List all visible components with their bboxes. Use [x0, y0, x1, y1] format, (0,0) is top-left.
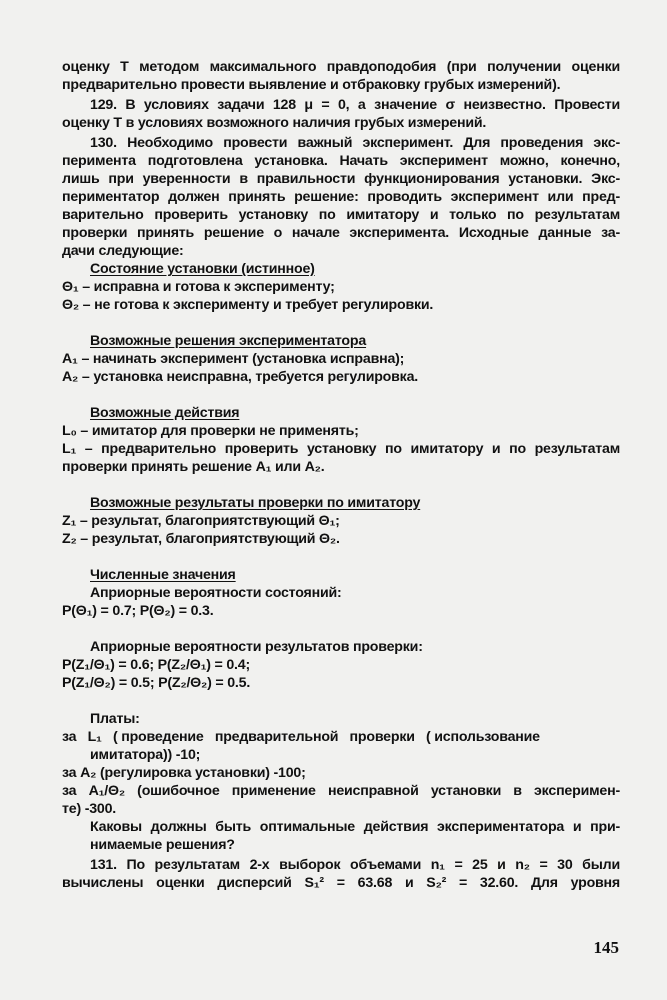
text-line: лишь при уверенности в правильности функционирования установки. Экс- [62, 171, 620, 187]
text-line: перимента подготовлена установка. Начать эксперимент можно, конечно, [62, 153, 620, 169]
text-line: Z₂ – результат, благоприятствующий Θ₂. [62, 531, 340, 547]
text-line: P(Z₁/Θ₂) = 0.5; P(Z₂/Θ₂) = 0.5. [62, 675, 251, 691]
text-line: за L₁ ( проведение предварительной проверки ( использование [62, 729, 540, 745]
text-line: проверки принять решение о начале эксперимента. Исходные данные за- [62, 225, 620, 241]
text-line: P(Θ₁) = 0.7; P(Θ₂) = 0.3. [62, 603, 214, 619]
text-line: A₁ – начинать эксперимент (установка исправна); [62, 351, 405, 367]
text-line: вычислены оценки дисперсий S₁² = 63.68 и S₂² = 32.60. Для уровня [62, 875, 620, 891]
text-line: По результатам 2-х выборок объемами n₁ = 25 и n₂ = 30 были [126, 857, 620, 873]
page-number: 145 [593, 938, 619, 957]
text-line: за A₂ (регулировка установки) -100; [62, 765, 306, 781]
text-line: В условиях задачи 128 μ = 0, а значение σ неизвестно. Провести [125, 97, 620, 113]
text-line: варительно проверить установку по имитатору и только по результатам [62, 207, 620, 223]
text-line: предварительно провести выявление и отбраковку грубых измерений). [62, 77, 561, 93]
text-line: L₁ – предварительно проверить установку по имитатору и по результатам [62, 441, 620, 457]
text-line: Каковы должны быть оптимальные действия экспериментатора и при- [90, 819, 620, 835]
section-heading-state: Состояние установки (истинное) [90, 261, 315, 277]
text-line: L₀ – имитатор для проверки не применять; [62, 423, 359, 439]
section-heading-numeric: Численные значения [90, 567, 236, 583]
problem-130-line [90, 134, 620, 152]
section-heading-decisions: Возможные решения экспериментатора [90, 333, 367, 349]
section-heading-results: Возможные результаты проверки по имитатору [90, 495, 421, 511]
text-line: Платы: [90, 711, 140, 727]
text-line: Z₁ – результат, благоприятствующий Θ₁; [62, 513, 340, 529]
text-line: оценку Т методом максимального правдоподобия (при получении оценки [62, 59, 620, 75]
text-line: Θ₁ – исправна и готова к эксперименту; [62, 279, 335, 295]
text-line: за A₁/Θ₂ (ошибочное применение неисправной установки в эксперимен- [62, 783, 620, 799]
problem-129-line [90, 96, 620, 114]
text-line: имитатора)) -10; [90, 747, 201, 763]
text-line: Априорные вероятности результатов проверки: [90, 639, 423, 655]
problem-number-130: 130. [90, 135, 117, 151]
text-line: P(Z₁/Θ₁) = 0.6; P(Z₂/Θ₁) = 0.4; [62, 657, 250, 673]
text-line: оценку Т в условиях возможного наличия грубых измерений. [62, 115, 487, 131]
text-line: периментатор должен принять решение: проводить эксперимент или пред- [62, 189, 620, 205]
text-line: Θ₂ – не готова к эксперименту и требует регулировки. [62, 297, 434, 313]
text-line: дачи следующие: [62, 243, 184, 259]
text-line: те) -300. [62, 801, 117, 817]
problem-number-131: 131. [90, 857, 117, 873]
text-line: A₂ – установка неисправна, требуется регулировка. [62, 369, 419, 385]
section-heading-actions: Возможные действия [90, 405, 240, 421]
text-line: нимаемые решения? [90, 837, 235, 853]
text-line: Необходимо провести важный эксперимент. Для проведения экс- [127, 135, 620, 151]
text-line: проверки принять решение A₁ или A₂. [62, 459, 325, 475]
problem-131-line [90, 856, 620, 874]
problem-number-129: 129. [90, 97, 117, 113]
text-line: Априорные вероятности состояний: [90, 585, 342, 601]
